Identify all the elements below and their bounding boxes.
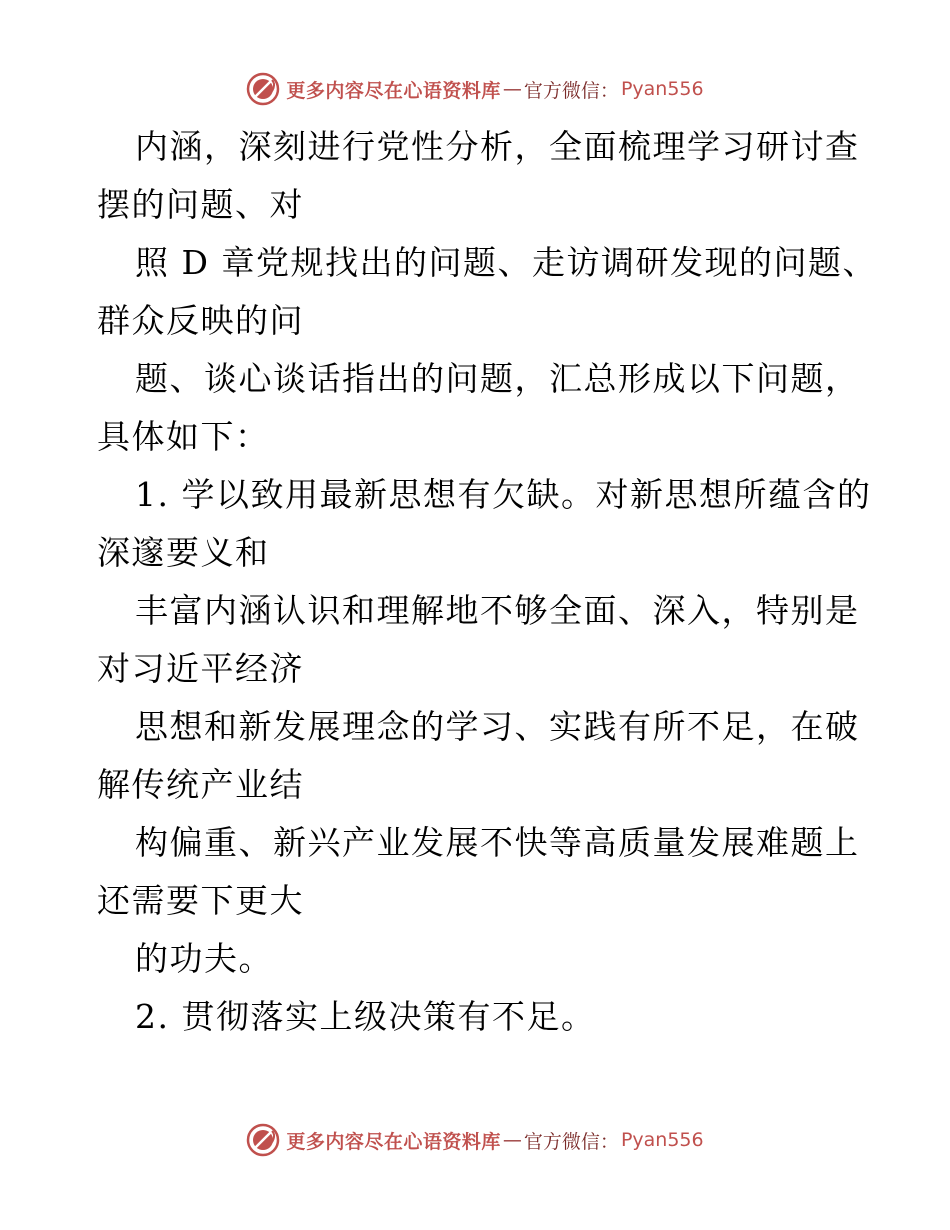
text-line: 照 D 章党规找出的问题、走访调研发现的问题、 (135, 243, 877, 282)
watermark-wechat-label: 官方微信： (523, 79, 619, 102)
text-line: 深邃要义和 (97, 533, 270, 572)
footer-watermark (0, 1123, 950, 1157)
watermark-dash: — (502, 78, 522, 100)
text-line: 丰富内涵认识和理解地不够全面、深入，特别是 (135, 591, 860, 630)
quill-logo-icon (246, 72, 280, 106)
watermark-wechat-id: Pyan556 (620, 78, 704, 100)
text-line: 题、谈心谈话指出的问题，汇总形成以下问题， (135, 359, 860, 398)
text-line: 的功夫。 (135, 939, 273, 978)
text-line: 具体如下： (97, 417, 270, 456)
text-line: 群众反映的问 (97, 301, 304, 340)
text-line: 1. 学以致用最新思想有欠缺。对新思想所蕴含的 (135, 475, 872, 514)
text-line: 对习近平经济 (97, 649, 304, 688)
watermark-wechat-id: Pyan556 (620, 1129, 704, 1151)
text-line: 摆的问题、对 (97, 185, 304, 224)
text-line: 2. 贯彻落实上级决策有不足。 (135, 997, 596, 1036)
quill-logo-icon (246, 1123, 280, 1157)
watermark-wechat-label: 官方微信： (523, 1130, 619, 1153)
header-watermark (0, 72, 950, 106)
watermark-dash: — (502, 1129, 522, 1151)
watermark-main-text: 更多内容尽在心语资料库 (286, 79, 501, 102)
document-body (97, 118, 877, 1046)
text-line: 还需要下更大 (97, 881, 304, 920)
text-line: 解传统产业结 (97, 765, 304, 804)
text-line: 思想和新发展理念的学习、实践有所不足，在破 (135, 707, 860, 746)
text-line: 内涵，深刻进行党性分析，全面梳理学习研讨查 (135, 127, 860, 166)
watermark-main-text: 更多内容尽在心语资料库 (286, 1130, 501, 1153)
text-line: 构偏重、新兴产业发展不快等高质量发展难题上 (135, 823, 860, 862)
